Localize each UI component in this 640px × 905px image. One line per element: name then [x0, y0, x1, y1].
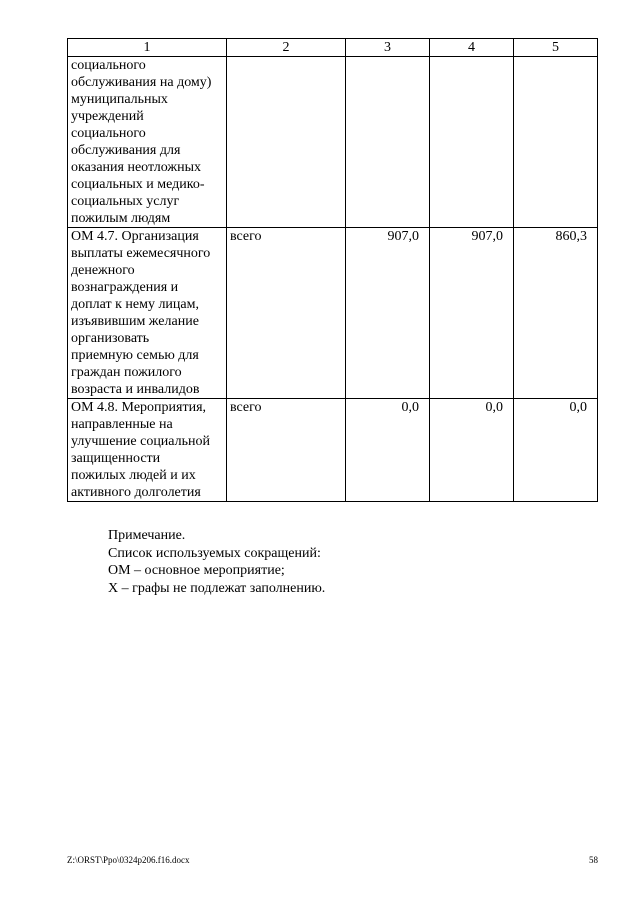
program-table: [67, 38, 598, 502]
note-abbreviation-om: ОМ – основное мероприятие;: [108, 563, 285, 578]
table-row: [68, 228, 598, 399]
page-number: 58: [589, 855, 598, 865]
value-cell-4: 907,0: [430, 228, 514, 399]
value-cell-4: 0,0: [430, 399, 514, 502]
column-header-4: 4: [430, 39, 514, 57]
activity-name-cell: ОМ 4.7. Организация выплаты ежемесячного денежного вознаграждения и доплат к нему лицам, изъявившим желание организовать приемную семью для граждан пожилого возраста и инвалидов: [68, 228, 227, 399]
column-header-5: 5: [514, 39, 598, 57]
value-cell-5: 860,3: [514, 228, 598, 399]
funding-source-cell: всего: [227, 399, 346, 502]
column-header-3: 3: [346, 39, 430, 57]
value-cell-3: 0,0: [346, 399, 430, 502]
funding-source-cell: всего: [227, 228, 346, 399]
table-row: [68, 399, 598, 502]
funding-source-cell: [227, 57, 346, 228]
value-cell-3: 907,0: [346, 228, 430, 399]
table-row: [68, 57, 598, 228]
note-block: [108, 527, 325, 597]
value-cell-5: 0,0: [514, 399, 598, 502]
note-abbreviations-heading: Список используемых сокращений:: [108, 545, 321, 561]
note-abbreviation-x: Х – графы не подлежат заполнению.: [108, 580, 326, 596]
activity-name-cell: социального обслуживания на дому) муниципальных учреждений социального обслуживания для оказания неотложных социальных и медико- социальных услуг пожилым людям: [68, 57, 227, 228]
footer-file-path: Z:\ORST\Ppo\0324p206.f16.docx: [67, 855, 190, 865]
value-cell-3: [346, 57, 430, 228]
note-title: Примечание.: [108, 528, 186, 543]
column-header-2: 2: [227, 39, 346, 57]
header-row: [68, 39, 598, 57]
activity-name-cell: ОМ 4.8. Мероприятия, направленные на улучшение социальной защищенности пожилых людей и их активного долголетия: [68, 399, 227, 502]
value-cell-4: [430, 57, 514, 228]
value-cell-5: [514, 57, 598, 228]
column-header-1: 1: [68, 39, 227, 57]
